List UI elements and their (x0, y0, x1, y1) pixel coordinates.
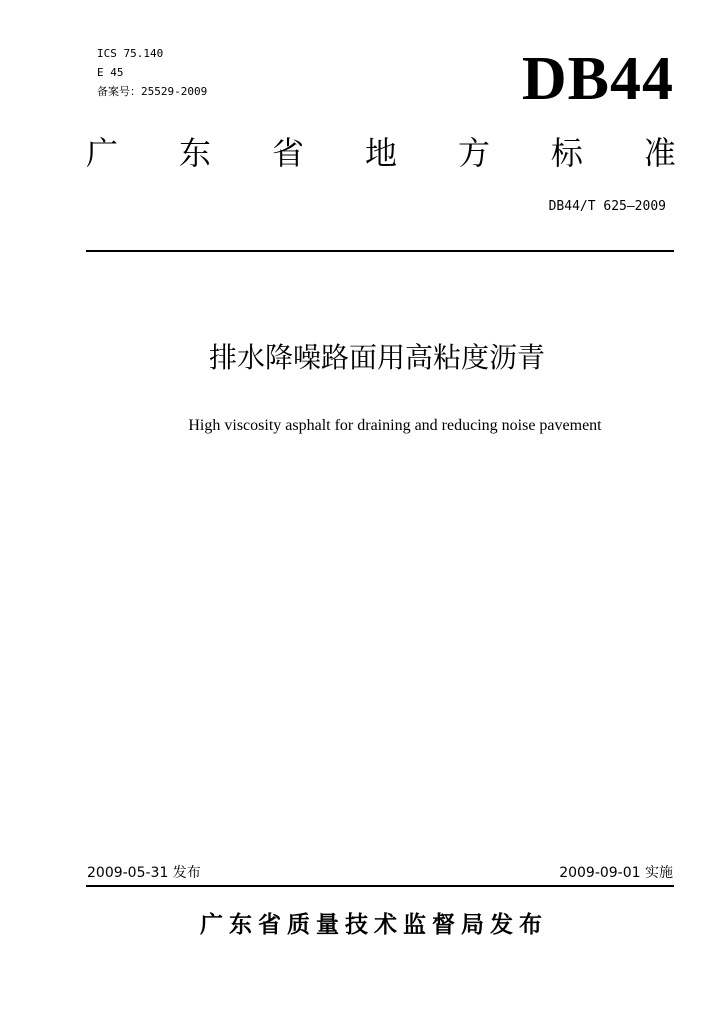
ics-code: ICS 75.140 (97, 47, 164, 60)
classification-block (97, 44, 207, 101)
issue-date: 2009-05-31 发布 (87, 865, 201, 881)
publisher: 广东省质量技术监督局发布 (200, 912, 548, 938)
standard-type-char: 地 (364, 134, 397, 172)
standard-type-char: 省 (271, 134, 304, 172)
standard-type-char: 标 (550, 134, 583, 172)
top-divider (86, 250, 674, 252)
standard-type-char: 准 (643, 134, 676, 172)
standard-number: DB44/T 625—2009 (548, 199, 666, 214)
classification-code: E 45 (97, 66, 124, 79)
standard-type-heading (86, 133, 676, 173)
document-title-chinese: 排水降噪路面用高粘度沥青 (208, 341, 545, 374)
document-title-english: High viscosity asphalt for draining and reducing noise pavement (188, 417, 602, 434)
bottom-divider (86, 885, 674, 887)
standard-type-char: 广 (86, 134, 119, 172)
standard-code-logo: DB44 (521, 45, 674, 113)
filing-number: 备案号：25529-2009 (97, 85, 208, 98)
standard-type-char: 东 (178, 134, 211, 172)
implementation-date: 2009-09-01 实施 (559, 865, 673, 881)
standard-type-char: 方 (457, 134, 490, 172)
